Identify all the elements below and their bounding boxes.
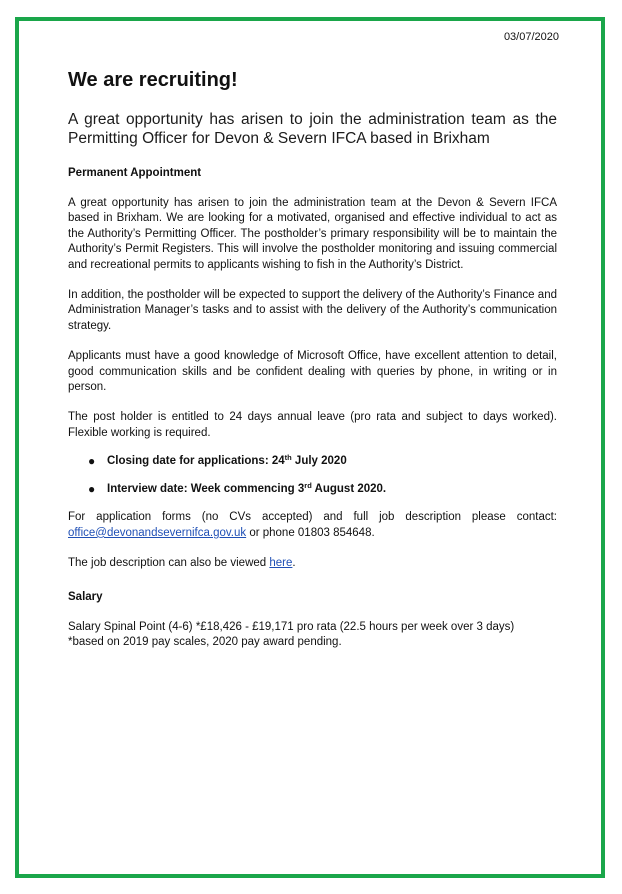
dates-list — [68, 454, 557, 497]
contact-text: For application forms (no CVs accepted) and full job description please contact: — [68, 511, 557, 524]
closing-date-label: Closing date for applications: 24 — [107, 455, 285, 468]
appointment-heading: Permanent Appointment — [68, 167, 202, 179]
job-description-text: The job description can also be viewed — [68, 557, 270, 570]
contact-phone: or phone 01803 854648. — [246, 526, 375, 539]
job-description-end: . — [292, 557, 296, 570]
interview-date-label: Interview date: Week commencing 3 — [107, 483, 305, 496]
salary-paragraph — [68, 620, 557, 651]
bullet-icon: ● — [88, 454, 96, 469]
closing-date-item — [68, 454, 557, 469]
document-date: 03/07/2020 — [503, 31, 559, 43]
requirements-paragraph: Applicants must have a good knowledge of Microsoft Office, have excellent attention to detail, good communication skills and be confident dealing with queries by phone, in writing or in person. — [68, 350, 557, 394]
salary-heading: Salary — [68, 590, 103, 603]
bullet-icon: ● — [88, 482, 96, 497]
leave-paragraph: The post holder is entitled to 24 days annual leave (pro rata and subject to days worked). Flexible working is required. — [68, 411, 557, 439]
support-paragraph: In addition, the postholder will be expected to support the delivery of the Authority’s Finance and Administration Manager’s tasks and to assist with the delivery of the Authority’s communication strategy. — [68, 289, 557, 332]
job-subtitle: A great opportunity has arisen to join the administration team as the Permitting Officer for Devon & Severn IFCA based in Brixham — [68, 111, 557, 147]
document-content — [68, 66, 557, 650]
job-description-link[interactable]: here — [269, 557, 293, 570]
salary-line-2: *based on 2019 pay scales, 2020 pay award pending. — [68, 635, 342, 648]
interview-date-item — [68, 482, 557, 497]
job-description-paragraph — [68, 556, 557, 571]
contact-paragraph — [68, 510, 557, 541]
interview-date-rest: August 2020. — [311, 483, 387, 496]
closing-date-suffix: th — [284, 453, 292, 463]
intro-paragraph: A great opportunity has arisen to join the administration team at the Devon & Severn IFCA based in Brixham. We are looking for a motivated, organised and effective individual to act as the Authority’s Permitting Officer. The postholder’s primary responsibility will be to maintain the Authority’s Permit Registers. This will involve the postholder monitoring and issuing commercial and recreational permits to applicants wishing to fish in the Authority’s District. — [68, 197, 557, 271]
interview-date-suffix: rd — [304, 481, 312, 491]
page-title: We are recruiting! — [68, 69, 238, 91]
contact-email-link[interactable]: office@devonandsevernifca.gov.uk — [68, 526, 247, 539]
closing-date-rest: July 2020 — [291, 455, 347, 468]
salary-line-1: Salary Spinal Point (4-6) *£18,426 - £19,171 pro rata (22.5 hours per week over 3 days) — [68, 620, 515, 633]
